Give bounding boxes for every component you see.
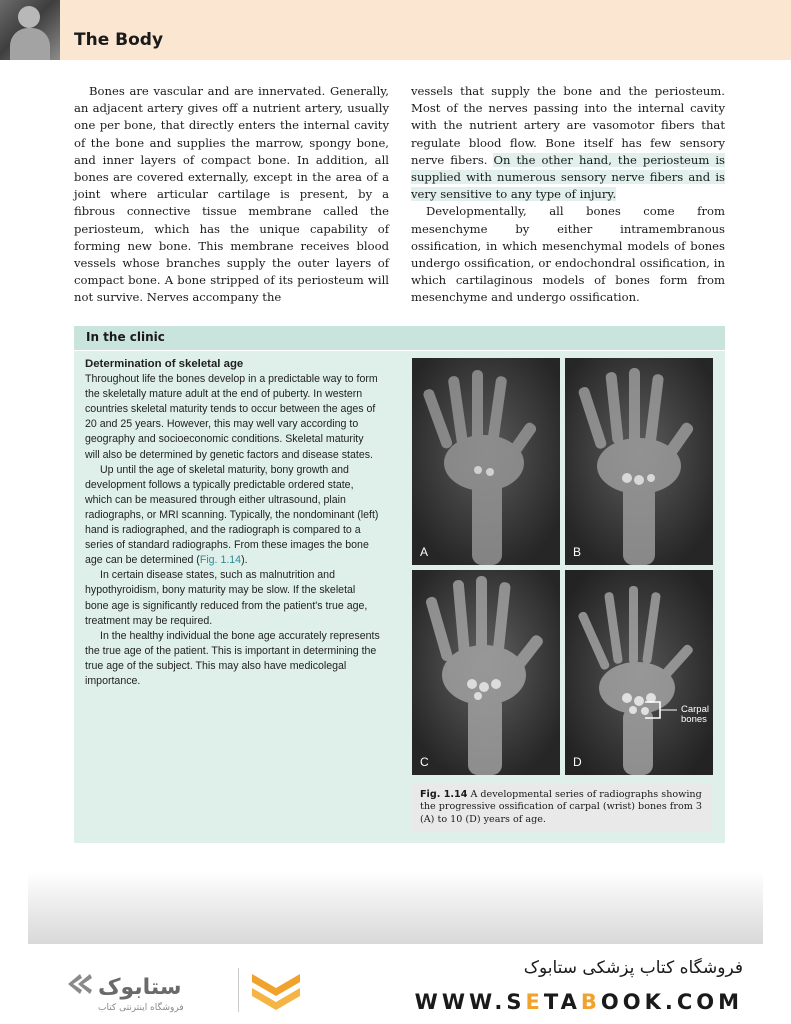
setabook-logo: [62, 964, 242, 1014]
url-accent-letter: E: [525, 990, 544, 1014]
store-name: فروشگاه کتاب پزشکی ستابوک: [523, 958, 743, 978]
body-paragraph: Developmentally, all bones come from mesenchyme by either intramembranous ossification, in which mesenchymal models of bones undergo ossification, or endochondral ossification, in which cartilaginous models of bones form from mesenchyme and undergo ossification.: [411, 204, 725, 305]
radiograph-a: [412, 358, 560, 565]
url-part: TA: [543, 990, 581, 1014]
page-header: [0, 0, 791, 60]
figure-caption-label: Fig. 1.14: [420, 789, 468, 800]
radiograph-b: [565, 358, 713, 565]
chapter-title: The Body: [74, 30, 164, 50]
body-paragraph: [411, 83, 725, 203]
clinic-paragraph: Throughout life the bones develop in a predictable way to form the skeletally mature adult at the end of puberty. In western countries skeletal maturity tends to occur between the ages of 20 and 25 years. However, this may well vary according to geography and socioeconomic conditions. Skeletal maturity will also be determined by genetic factors and disease states.: [85, 373, 378, 461]
carpal-bones-label: [681, 705, 709, 725]
logo-subtitle: فروشگاه اینترنتی کتاب: [98, 1003, 184, 1013]
clinic-paragraph: [85, 463, 381, 569]
logo-wordmark: ستابوک: [98, 975, 182, 1000]
carpal-label-line1: Carpal: [681, 704, 709, 715]
body-text: vessels that supply the bone and the periosteum. Most of the nerves passing into the internal cavity with the nutrient artery are vasomotor fibers that regulate blood flow. Bone itself has few sensory nerve fibers.: [411, 84, 725, 167]
clinic-header: [74, 326, 725, 351]
radiograph-c: [412, 570, 560, 775]
url-accent-letter: B: [580, 990, 601, 1014]
panel-label: C: [420, 755, 429, 769]
chevron-logo-icon: [246, 962, 306, 1014]
url-part: WWW.S: [414, 990, 526, 1014]
footer-shadow: [28, 872, 763, 944]
chapter-thumbnail: [0, 0, 60, 60]
clinic-heading: In the clinic: [86, 330, 165, 344]
panel-label: B: [573, 545, 582, 559]
clinic-paragraph: In the healthy individual the bone age accurately represents the true age of the patient. This is important in determining the true age of the subject. This may also have medicolegal importance.: [85, 629, 380, 687]
url-part: OOK.COM: [600, 990, 743, 1014]
radiograph-d: [565, 570, 713, 775]
figure-caption-text: A developmental series of radiographs showing the progressive ossification of carpal (wrist) bones from 3 (A) to 10 (D) years of age.: [420, 789, 702, 825]
clinic-subheading: Determination of skeletal age: [85, 358, 244, 370]
figure-reference-link[interactable]: Fig. 1.14: [199, 554, 242, 567]
panel-label: A: [420, 545, 429, 559]
body-column-right: [411, 83, 725, 307]
body-paragraph: Bones are vascular and are innervated. Generally, an adjacent artery gives off a nutrient artery, usually one per bone, that directly enters the internal cavity of the bone and supplies the marrow, spongy bone, and inner layers of compact bone. In addition, all bones are covered externally, except in the area of a joint where articular cartilage is present, by a fibrous connective tissue membrane called the periosteum, which has the unique capability of forming new bone. This membrane receives blood vessels whose branches supply the outer layers of compact bone. A bone stripped of its periosteum will not survive. Nerves accompany the: [74, 84, 389, 305]
store-url[interactable]: [415, 990, 743, 1014]
figure-caption: [412, 783, 712, 832]
clinic-paragraph: In certain disease states, such as malnutrition and hypothyroidism, bony maturity may be slow. If the skeletal bone age is significantly reduced from the patient's true age, treatment may be required.: [85, 569, 368, 627]
carpal-label-line2: bones: [681, 714, 707, 725]
clinic-text-span: ).: [241, 554, 248, 567]
body-column-left: [74, 83, 389, 307]
logo-divider: [238, 968, 239, 1012]
panel-label: D: [573, 755, 582, 769]
clinic-text: [85, 357, 381, 689]
clinic-text-span: Up until the age of skeletal maturity, bony growth and development follows a typically predictable ordered state, which can be measured through either ultrasound, plain radiographs, or MRI scanning. Typically, the nondominant (left) hand is radiographed, and the radiograph is compared to a series of standard radiographs. From these images the bone age can be determined (: [85, 463, 379, 567]
highlighted-text: On the other hand, the periosteum is supplied with numerous sensory nerve fibers and is very sensitive to any type of injury.: [411, 152, 725, 202]
